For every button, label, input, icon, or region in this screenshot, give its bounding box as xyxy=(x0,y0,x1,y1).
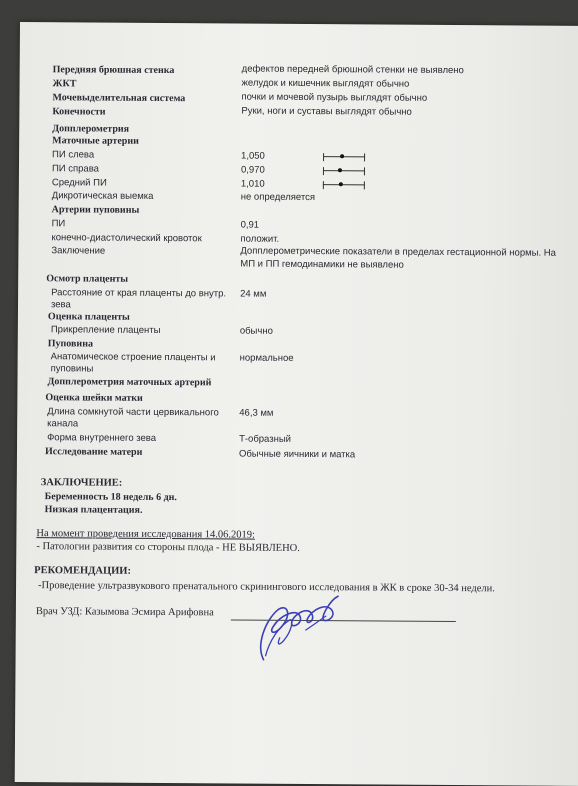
notch-value: не определяется xyxy=(240,191,316,204)
anatomy-label-line-1: Анатомическое строение плаценты и xyxy=(50,351,216,364)
pi-left-label: ПИ слева xyxy=(52,149,95,161)
range-min-tick xyxy=(323,181,324,189)
urinary-label: Мочевыделительная система xyxy=(52,92,186,105)
umbilical-header: Артерии пуповины xyxy=(51,204,140,216)
doctor-label: Врач УЗД: Казымова Эсмира Арифовна xyxy=(35,606,214,619)
pi-left-value: 1,050 xyxy=(241,150,265,162)
limbs-label: Конечности xyxy=(52,106,106,118)
handwritten-signature xyxy=(245,590,346,671)
urinary-value: почки и мочевой пузырь выглядят обычно xyxy=(241,91,428,104)
anatomy-label-line-2: пуповины xyxy=(50,363,94,375)
cord-header: Пуповина xyxy=(47,338,94,350)
conclusion-value-line-1: Допплерометрические показатели в пределах гестационной нормы. На xyxy=(240,245,556,259)
gi-label: ЖКТ xyxy=(52,78,77,90)
summary-heading: ЗАКЛЮЧЕНИЕ: xyxy=(40,477,123,489)
distance-label-line-1: Расстояние от края плаценты до внутр. xyxy=(51,287,227,300)
range-min-tick xyxy=(323,167,324,175)
range-max-tick xyxy=(364,153,365,161)
mother-label: Исследование матери xyxy=(44,446,143,458)
attachment-label: Прикрепление плаценты xyxy=(50,324,161,336)
limbs-value: Руки, ноги и суставы выглядят обычно xyxy=(241,105,412,118)
placenta-exam-header: Осмотр плаценты xyxy=(46,273,129,285)
placenta-eval-header: Оценка плаценты xyxy=(47,311,130,323)
notch-label: Дикротическая выемка xyxy=(51,190,154,202)
summary-finding: - Патологии развития со стороны плода - НЕ ВЫЯВЛЕНО. xyxy=(36,541,300,554)
edf-value: положит. xyxy=(240,233,280,245)
conclusion-label: Заключение xyxy=(51,245,106,257)
pi-right-range-marker xyxy=(323,167,365,175)
distance-value: 24 мм xyxy=(240,288,267,300)
recommendations-text: -Проведение ультразвукового пренатального скринингового исследования в ЖК в сроке 30-34 недели. xyxy=(38,580,495,595)
value-dot xyxy=(340,154,344,158)
summary-line-2: Низкая плацентация. xyxy=(44,504,143,516)
conclusion-value-line-2: МП и ПП гемодинамики не выявлено xyxy=(240,258,404,271)
pi-value: 0,91 xyxy=(240,219,260,231)
edf-label: конечно-диастолический кровоток xyxy=(51,232,202,245)
uterine-header: Маточные артерии xyxy=(52,135,139,147)
os-shape-label: Форма внутреннего зева xyxy=(47,432,157,444)
pi-right-value: 0,970 xyxy=(240,164,265,176)
recommendations-heading: РЕКОМЕНДАЦИИ: xyxy=(34,565,132,577)
value-dot xyxy=(338,182,342,186)
gi-value: желудок и кишечник выглядят обычно xyxy=(241,77,410,90)
range-line xyxy=(323,170,365,171)
pi-right-label: ПИ справа xyxy=(51,163,99,175)
cervix-header: Оценка шейки матки xyxy=(45,392,143,404)
pi-mean-range-marker xyxy=(323,181,365,189)
uterine-doppler-header: Допплерометрия маточных артерий xyxy=(47,376,212,389)
range-min-tick xyxy=(323,153,324,161)
distance-label-line-2: зева xyxy=(50,299,71,311)
value-dot xyxy=(338,168,342,172)
range-line xyxy=(323,156,365,157)
summary-date-line: На момент проведения исследования 14.06.2019: xyxy=(36,528,256,541)
cervix-length-label-line-1: Длина сомкнутой части цервикального xyxy=(47,406,219,419)
document-page xyxy=(15,22,578,786)
pi-mean-value: 1,010 xyxy=(240,178,265,190)
front-wall-label: Передняя брюшная стенка xyxy=(52,64,175,77)
range-max-tick xyxy=(364,181,365,189)
range-max-tick xyxy=(364,167,365,175)
doppler-header: Допплерометрия xyxy=(52,123,130,135)
pi-label: ПИ xyxy=(51,218,66,230)
attachment-value: обычно xyxy=(239,325,273,337)
os-shape-value: Т-образный xyxy=(239,433,292,445)
summary-line-1: Беременность 18 недель 6 дн. xyxy=(44,491,177,504)
cervix-length-label-line-2: канала xyxy=(47,418,79,430)
pi-left-range-marker xyxy=(323,153,365,161)
cervix-length-value: 46,3 мм xyxy=(239,407,274,419)
pi-mean-label: Средний ПИ xyxy=(51,177,107,189)
front-wall-value: дефектов передней брюшной стенки не выявлено xyxy=(241,63,464,77)
range-line xyxy=(323,184,365,185)
mother-value: Обычные яичники и матка xyxy=(238,448,356,461)
anatomy-value: нормальное xyxy=(239,352,294,364)
